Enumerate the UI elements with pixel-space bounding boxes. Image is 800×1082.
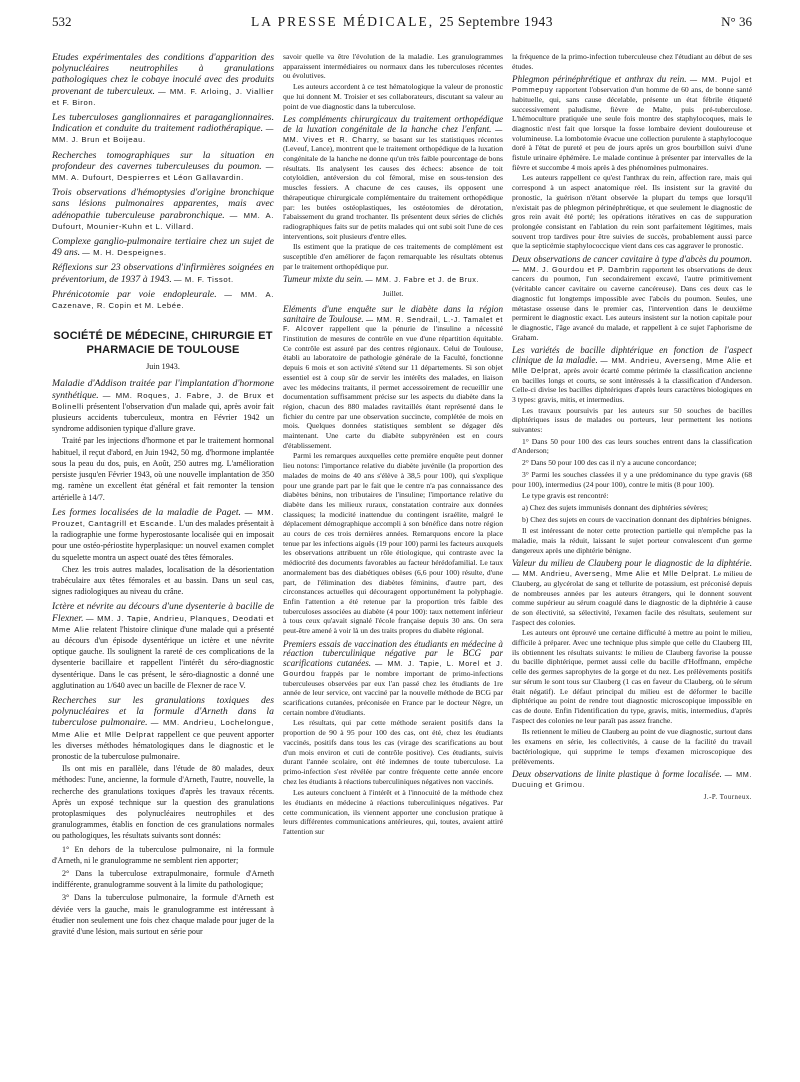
entry-title: Les compléments chirurgicaux du traitement orthopédique de la luxation congénitale de la hanche chez l'enfant.	[283, 114, 503, 134]
entry	[283, 115, 503, 241]
entry-authors: — MM. J. Tapie, Andrieu, Planques, Deodati et Mme Alie	[52, 613, 274, 634]
entry	[52, 236, 274, 258]
entry-authors: — MM. A. Cazenave, R. Copin et M. Lebée.	[52, 289, 274, 311]
entry-paragraph: Ils estiment que la pratique de ces traitements de complément est susceptible d'en améliorer de façon remarquable les résultats obtenus par le traitement orthopédique pur.	[283, 242, 503, 271]
entry-paragraph: Il est intéressant de noter cette protection partielle qui n'empêche pas la maladie, mais la réduit, laissant le sujet porteur convalescent d'un germe dangereux après une diphtérie bénigne.	[512, 526, 752, 555]
entry-authors: — MM. J. Brun et Boijeau.	[52, 124, 274, 145]
entry-authors: — MM. Prouzet, Cantagrill et Escande.	[52, 507, 274, 528]
entry-title: Etudes expérimentales des conditions d'apparition des polynucléaires neutrophiles à granulations pathologiques chez le cobaye inoculé avec des produits provenant de tuberculeux.	[52, 52, 274, 97]
entry-paragraph: Les auteurs concluent à l'intérêt et à l'innocuité de la méthode chez les étudiants en médecine à réactions tuberculiniques négatives. Par cette communication, ils viennent apporter une conclusion pratique à leurs différentes communications antérieures, qui, toutes, avaient attiré l'attention sur	[283, 788, 503, 837]
entry	[283, 52, 503, 81]
entry-text: la fréquence de la primo-infection tuberculeuse chez l'étudiant au début de ses études.	[512, 52, 752, 71]
entry-text: après avoir écarté comme périmée la classification ancienne en bacilles longs et courts, se sont intéressés à la classification d'Anderson. Celle-ci divise les bacilles diphtériques d'après leurs caractères biologiques en 3 types: gravis, mitis, et intermedius.	[512, 365, 752, 404]
entry	[52, 695, 274, 762]
entry	[52, 150, 274, 184]
entry-title: Trois observations d'hémoptysies d'origine bronchique sans lésions pulmonaires apparentes, mais avec adénopathie tuberculeuse parabronchique.	[52, 187, 274, 221]
entry-title: Recherches sur les granulations toxiques des polynucléaires et la formule d'Arneth dans la tuberculose pulmonaire.	[52, 694, 274, 729]
entry-authors: — MM. Ducuing et Grimou.	[512, 770, 752, 789]
entry-authors: — MM. Andrieu, Lochelongue, Mme Alie et Mlle Delprat	[52, 718, 274, 739]
column-2	[283, 48, 503, 839]
entry-authors: — MM. F. Arloing, J. Viallier et F. Biron.	[52, 86, 274, 107]
entry-text: rappellent ce que peuvent apporter les diverses méthodes hématologiques dans le diagnostic et le pronostic de la tuberculose pulmonaire.	[52, 729, 274, 761]
issue-date: 25 Septembre 1943	[439, 14, 553, 29]
entry-paragraph: Traité par les injections d'hormone et par le traitement hormonal habituel, il reçut d'abord, en Juin 1942, 50 mg. d'hormone implantée sous la peau du dos, puis, en Août, 250 autres mg. L'amélioration persiste jusqu'en Février 1943, où une nouvelle implantation de 350 mg. ramène un excellent état général et fait remonter la tension artérielle à 14/7.	[52, 436, 274, 502]
column-3	[512, 48, 752, 802]
entry	[512, 75, 752, 172]
entry-text: L'un des malades présentait à la radiographie une forme hyperostosante localisée qui en imposait pour une ostéo-périostite hyperplasique: un nouvel examen complet du squelette montra un aspect ouaté des têtes fémorales.	[52, 518, 274, 562]
entry-title: Maladie d'Addison traitée par l'implantation d'hormone synthétique.	[52, 378, 274, 401]
entry-paragraph: 3° Parmi les souches classées il y a une prédominance du type gravis (68 pour 100), intermedius (24 pour 100), contre le mitis (8 pour 100).	[512, 469, 752, 489]
entry	[512, 255, 752, 342]
entry-authors: — MM. R. Sendrail, L.-J. Tamalet et F. Alcover	[283, 314, 503, 334]
entry-authors: — MM. J. Tapie, L. Morel et J. Gourdou	[283, 659, 503, 678]
entry-authors: — MM. Andrieu, Averseng, Mme Alie et Mlle Delprat,	[512, 356, 753, 375]
entry-title: Phrénicotomie par voie endopleurale.	[52, 288, 217, 300]
entry-authors: — MM. Vives et R. Charry,	[283, 124, 503, 144]
entry-paragraph: Parmi les remarques auxquelles cette première enquête peut donner lieu notons: l'importance relative du diabète juvénile (la proportion des malades de moins de 40 ans s'élève à 38,5 pour 100), qui s'explique pour une grande part par le fait que le centre n'a pas connaissance des diabètes bénins, non tributaires de l'insuline; l'importance relative du diabète dans les milieux ruraux, constatation contraire aux données classiques; la modicité inattendue du contingent israélite, malgré le déplacement démographique accompli à son bénéfice dans notre région au cours de ces trois dernières années. Remarquons encore la place tenue par les infections aiguës (19 pour 100) parmi les facteurs auxquels les observations attribuent un rôle étiologique, qui contraste avec la médiocrité des documents favorables au facteur hérédofamilial. Le taux anormalement bas des diabétiques obèses (6,6 pour 100) résulte, d'une part, de l'élimination des diabètes féminins, d'autre part, des circonstances actuelles qui découragent opportunément la polyphagie. Enfin l'attention a été retenue par la proportion très faible des tuberculoses associées au diabète (4 pour 100): taux nettement inférieur à tous ceux qu'avait signalé l'école française depuis 30 ans. On sera peut-être amené à voir là un des traits propres du diabète régional.	[283, 451, 503, 636]
entry-paragraph: b) Chez des sujets en cours de vaccination donnant des diphtéries bénignes.	[522, 514, 752, 524]
entry-paragraph: 1° En dehors de la tuberculose pulmonaire, ni la formule d'Arneth, ni le granulogramme ne semblent rien apporter;	[52, 844, 274, 865]
entry	[52, 262, 274, 284]
entry-title: Premiers essais de vaccination des étudiants en médecine à réaction tuberculinique négative par le BCG par scarifications cutanées.	[283, 638, 503, 669]
entry	[512, 770, 752, 789]
entry	[283, 305, 503, 451]
entry	[512, 346, 752, 404]
entry-title: Deux observations de linite plastique à forme localisée.	[512, 769, 722, 780]
entry	[283, 275, 503, 285]
entry-authors: — MM. Andrieu, Averseng, Mme Alie et Mlle Delprat.	[512, 569, 712, 579]
entry	[283, 640, 503, 718]
column-1	[52, 48, 274, 939]
entry-title: Tumeur mixte du sein.	[283, 274, 364, 285]
entry-title: Les formes localisées de la maladie de Paget.	[52, 506, 241, 518]
entry-title: Ictère et névrite au décours d'une dysenterie à bacille de Flexner.	[52, 601, 274, 624]
page-number: 532	[52, 14, 72, 29]
entry-paragraph: Les travaux poursuivis par les auteurs sur 50 souches de bacilles diphtériques issus de malades ou porteurs, leur permettent les notions suivantes:	[512, 405, 752, 435]
entry-text: se basant sur les statistiques récentes (Leveuf, Lance), montrent que le traitement orthopédique de la luxation congénitale de la hanche ne donne qu'un très faible pourcentage de bons résultats. Ils analysent les causes des échecs: absence de toit cotyloïdien, antéversion du col fémoral, mise en sous-tension des muscles fessiers. A chacune de ces causes, ils opposent une thérapeutique chirurgicale complémentaire du traitement orthopédique par: les butées ostéoplastiques, les ostéotomies de dérotation, l'abaissement du grand trochanter. Ils présentent deux séries de clichés radiographiques faits sur de petits malades qui ont subi soit l'une de ces interventions, soit plusieurs d'entre elles.	[283, 134, 503, 241]
entry-text: rapportent les observations de deux cancers du poumon, l'un secondairement excavé, l'autre primitivement (véritable cancer cavitaire ou caverne cancéreuse). Dans ces deux cas le diagnostic fut longtemps impossible avec l'abcès du poumon. Seules, une métastase osseuse dans le premier cas, l'intervention dans le deuxième permirent le diagnostic exact. Les auteurs insistent sur la notion capitale pour le diagnostic, l'âge avancé du malade, et rappellent à ce sujet l'aphorisme de Graham.	[512, 264, 752, 342]
entry-title: Réflexions sur 23 observations d'infirmières soignées en préventorium, de 1937 à 1943.	[52, 262, 274, 285]
entry-paragraph: Chez les trois autres malades, localisation de la désorientation trabéculaire aux têtes fémorales et au bassin. Dans un seul cas, signes radiologiques au niveau du crâne.	[52, 564, 274, 597]
entry	[52, 112, 274, 146]
entry-title: Complexe ganglio-pulmonaire tertiaire chez un sujet de 49 ans.	[52, 236, 274, 259]
entry-authors: — MM. Pujol et Pommepuy	[512, 75, 753, 95]
entry-paragraph: 2° Dans 50 pour 100 des cas il n'y a aucune concordance;	[522, 458, 697, 468]
entry-paragraph: Les auteurs rappellent ce qu'est l'anthrax du rein, affection rare, mais qui correspond à un aspect anatomique réel. Ils insistent sur la gravité du pronostic, la guérison n'étant observée la plupart du temps que lorsqu'il n'existait pas de phlegmon périnéphrétique, et que seulement le diagnostic de gros rein avait été porté; les opérations itératives en cas de suppuration prolongée consistant en l'ablation du rein sont parfaitement légitimes, mais souvent trop tardives pour être suivies de succès, probablement aussi parce que la septicémie staphylococcique vient dans ces cas aggraver le pronostic.	[512, 173, 752, 251]
entry-paragraph: 1° Dans 50 pour 100 des cas leurs souches entrent dans la classification d'Anderson;	[512, 436, 752, 456]
entry	[52, 52, 274, 108]
entry-paragraph: Le type gravis est rencontré:	[522, 491, 609, 501]
entry-paragraph: Les auteurs ont éprouvé une certaine difficulté à mettre au point le milieu, difficile à préparer. Avec une technique plus simple que celle du Clauberg III, ils obtiennent les résultats suivants: le milieu de Clauberg favorise la pousse du bacille diphtérique, permet aussi celle du bacille d'Hoffmann, empêche celle des germes saprophytes de la gorge et du nez. Les prélèvements positifs sur sérum le sont tous sur Clauberg (1 cas en faveur du Clauberg, où le sérum était négatif). Le défaut principal du milieu est de déformer le bacille diphtérique au point de rendre tout diagnostic microscopique impossible en cas de doute. Enfin l'identification du type, gravis, mitis, intermedius, d'après l'aspect des colonies ne leur paraît pas assez franche.	[512, 628, 752, 725]
entry-authors: — MM. J. Gourdou et P. Dambrin	[512, 264, 640, 274]
entry-text: frappés par le nombre important de primo-infections tuberculeuses observées par eux l'an passé chez les étudiants de 1re année de leur service, ont vacciné par la nouvelle méthode de BCG par scarifications cutanées, préconisée en France par le docteur Nègre, un certain nombre d'étudiants.	[283, 668, 503, 717]
entry-title: Phlegmon périnéphrétique et anthrax du rein.	[512, 74, 687, 85]
entry-text: présentent l'observation d'un malade qui, après avoir fait plusieurs accidents tuberculeux, montra en Février 1942 un syndrome addisonien typique d'allure grave.	[52, 401, 275, 434]
journal-name: LA PRESSE MÉDICALE,	[251, 14, 435, 29]
entry-title: Les tuberculoses ganglionnaires et paraganglionnaires. Indication et conduite du traitement radiothérapique.	[52, 112, 274, 135]
entry-authors: — MM. A. Dufourt, Mounier-Kuhn et L. Villard.	[52, 210, 274, 231]
entry-authors: — M. F. Tissot.	[173, 274, 234, 284]
entry	[52, 378, 274, 434]
entry-text: Le milieu de Clauberg, au glycérolat de sang et tellurite de potassium, est préconisé depuis de nombreuses années par les auteurs étrangers, qui le donnent souvent comme supérieur au sérum coagulé dans le diagnostic de la diphtérie à cause de son électivité, sa sélectivité, l'examen facile des résultats, seulement sur l'aspect des colonies.	[512, 569, 752, 627]
entry-authors: — MM. Roques, J. Fabre, J. de Brux et Bolinelli	[52, 390, 274, 411]
society-heading: SOCIÉTÉ DE MÉDECINE, CHIRURGIE ET PHARMACIE DE TOULOUSE	[53, 330, 273, 357]
entry	[52, 601, 274, 691]
entry-paragraph: Ils retiennent le milieu de Clauberg au point de vue diagnostic, surtout dans les examens en série, les collectivités, à cause de la facilité du travail bactériologique, qui supprime le temps d'examen microscopique des prélèvements.	[512, 727, 752, 766]
entry-title: Recherches tomographiques sur la situation en profondeur des cavernes tuberculeuses du poumon.	[52, 149, 274, 172]
entry	[52, 289, 274, 311]
entry-title: Eléments d'une enquête sur le diabète dans la région sanitaire de Toulouse.	[283, 303, 503, 324]
entry	[512, 559, 752, 627]
journal-title	[52, 14, 752, 30]
entry	[52, 187, 274, 232]
issue-number: N° 36	[721, 14, 752, 29]
entry-text: relatent l'histoire clinique d'une malade qui a présenté au décours d'un épisode dysentérique un ictère et une névrite optique gauche. Ils soulignent la rareté de ces complications de la dysenterie bacillaire et rappellent l'intérêt du séro-diagnostic dysentérique. Dans le cas présent, le séro-diagnostic a donné une agglutination au 1/640 avec un bacille de Flexner de race V.	[52, 624, 274, 690]
entry-title: Deux observations de cancer cavitaire à type d'abcès du poumon.	[512, 254, 752, 265]
entry-authors: — M. H. Despeignes.	[82, 248, 167, 258]
entry-authors: — MM. J. Fabre et J. de Brux.	[365, 275, 480, 285]
entry	[512, 52, 752, 71]
entry-paragraph: Les résultats, qui par cette méthode seraient positifs dans la proportion de 90 à 95 pour 100 des cas, ont été, chez les étudiants vaccinés, positifs dans tous les cas (virage des scarifications au bout d'un mois environ et cuti de contrôle positive). Ces étudiants, suivis durant l'année scolaire, ont été indemnes de toute tuberculose. La primo-infection s'est révélée par contre fréquente cette année encore chez les étudiants à réactions tuberculiniques négatives non vaccinés.	[283, 718, 503, 786]
page-header	[52, 14, 752, 34]
entry-paragraph: a) Chez des sujets immunisés donnant des diphtéries sévères;	[522, 502, 709, 512]
entry-text: savoir quelle va être l'évolution de la maladie. Les granulogrammes apparaissent intermédiaires ou normaux dans les tuberculoses récentes ou évolutives.	[283, 52, 503, 81]
entry-text: rappellent que la pénurie de l'insuline a nécessité l'institution de mesures de contrôle en vue d'une répartition équitable. Ce contrôle est assuré par des centres régionaux. Celui de Toulouse, établi au laboratoire de pathologie générale de la Faculté, fonctionne depuis 6 mois et son activité s'étend sur 11 départements. Si son objet essentiel est à coup sûr de servir les intérêts des malades, en liaison avec les médecins traitants, il permet accessoirement de recueillir une documentation suffisamment précise sur les aspects du diabète dans la région, chacun des 880 malades ravitaillés étant représenté dans le fichier du centre par une observation succincte, complétée de mois en mois. Quelques données statistiques semblent se dégager dès maintenant. Une carte du diabète subpyrénéen est en cours d'établissement.	[283, 324, 503, 450]
entry-authors: — MM. A. Dufourt, Despierres et Léon Gallavardin.	[52, 161, 274, 183]
entry-paragraph: Les auteurs accordent à ce test hématologique la valeur de pronostic que lui donnent M. Troisier et ses collaborateurs, discutant sa valeur au point de vue diagnostic dans la tuberculose.	[283, 82, 503, 111]
entry-paragraph: 3° Dans la tuberculose pulmonaire, la formule d'Arneth est déviée vers la gauche, mais le granulogramme est intéressant à étudier non seulement une fois chez chaque malade pour juger de la gravité d'une lésion, mais surtout en série pour	[52, 893, 274, 937]
month-heading: Juillet.	[382, 289, 404, 299]
entry	[52, 507, 274, 563]
entry-paragraph: 2° Dans la tuberculose extrapulmonaire, formule d'Arneth indifférente, granulogramme souvent à la limite du pathologique;	[52, 869, 274, 890]
entry-text: rapportent l'observation d'un homme de 60 ans, de bonne santé habituelle, qui, sans cause décelable, présente un état fébrile étiqueté successivement paludisme, fièvre de Malte, puis pré-tuberculose. L'hémoculture pratiquée une seule fois montre des staphylocoques, mais le diagnostic n'est fait que lorsque la fosse lombaire devient douloureuse et volumineuse. La lombotomie évacue une collection purulente à staphylocoque doré à l'état de pureté et peu de jours après un gros bourbillon suivi d'une fistule urinaire éphémère. Le malade continue à présenter par intervalles de la fièvre et succombe 4 mois après à des phénomènes pulmonaires.	[512, 85, 752, 172]
entry-title: Valeur du milieu de Clauberg pour le diagnostic de la diphtérie.	[512, 558, 752, 569]
entry-title: Les variétés de bacille diphtérique en fonction de l'aspect clinique de la maladie.	[512, 345, 752, 366]
signature: J.-P. Tourneux.	[703, 793, 752, 801]
society-date: Juin 1943.	[146, 362, 180, 372]
entry-paragraph: Ils ont mis en parallèle, dans l'étude de 80 malades, deux méthodes: l'une, ancienne, la formule d'Arneth, l'autre, nouvelle, la recherche des granulations toxiques d'après les travaux récents. Après un exposé technique sur la question des granulations protoplasmiques des polynucléaires neutrophiles et des granulogrammes, établis en fonction de ces granulations normales ou pathologiques, les résultats suivants sont donnés:	[52, 764, 274, 841]
